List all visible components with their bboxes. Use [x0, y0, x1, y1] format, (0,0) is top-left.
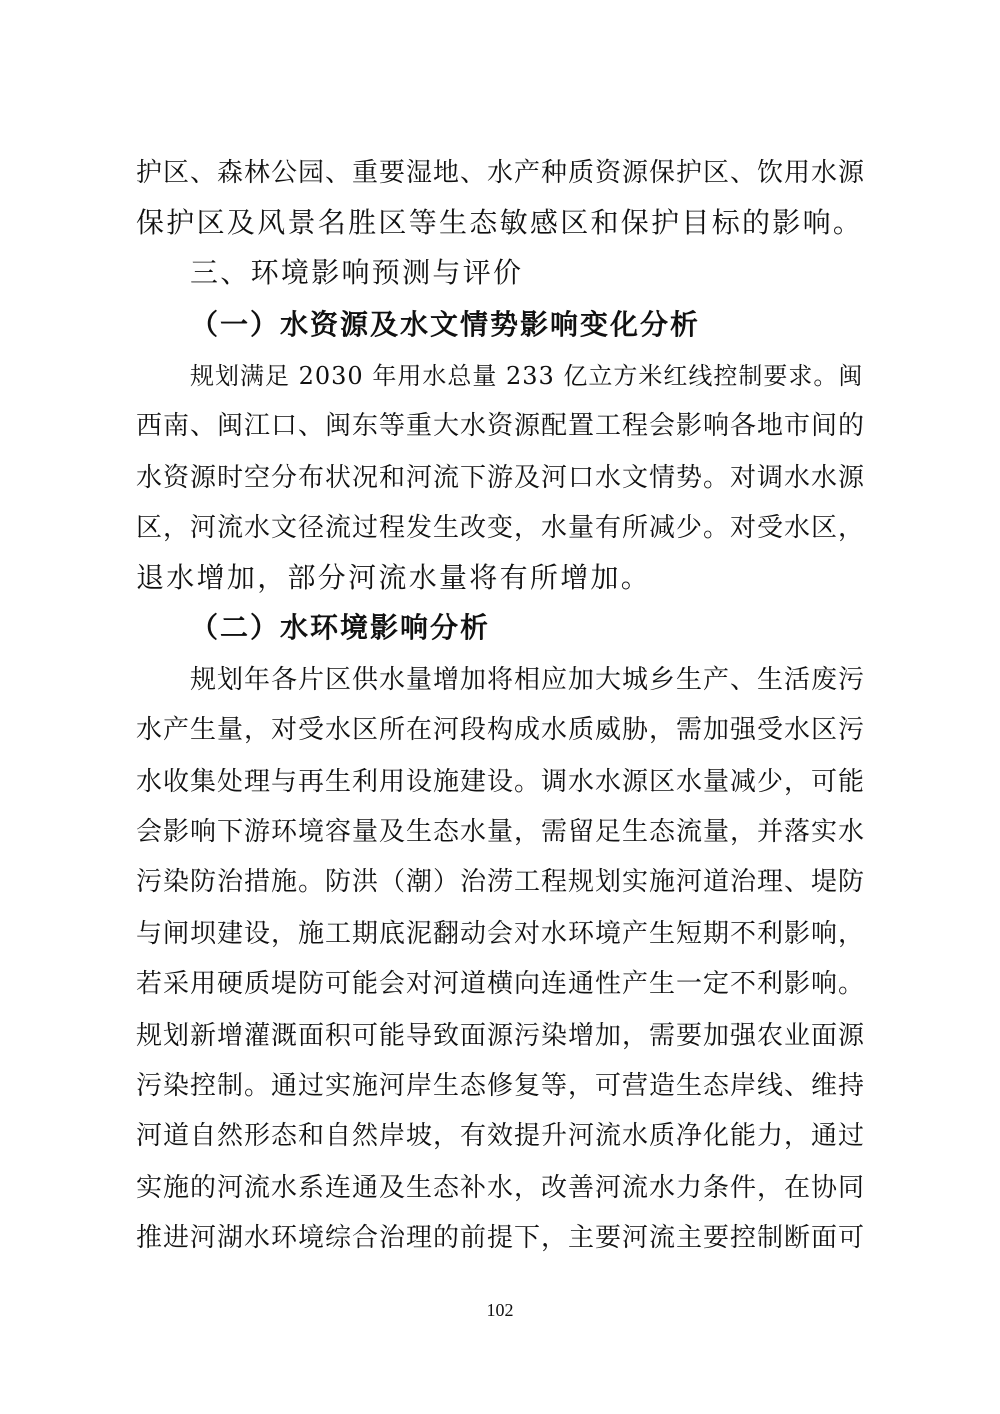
body-text-line: 区，河流水文径流过程发生改变，水量有所减少。对受水区， [136, 513, 866, 543]
section-heading: 三、环境影响预测与评价 [190, 256, 524, 289]
body-text-line: 退水增加，部分河流水量将有所增加。 [136, 561, 652, 594]
body-text-line: 若采用硬质堤防可能会对河道横向连通性产生一定不利影响。 [136, 969, 866, 999]
paragraph-first-line: 规划年各片区供水量增加将相应加大城乡生产、生活废污 [190, 665, 866, 695]
body-text-line: 规划新增灌溉面积可能导致面源污染增加，需要加强农业面源 [136, 1021, 866, 1051]
body-text-line: 水产生量，对受水区所在河段构成水质威胁，需加强受水区污 [136, 715, 866, 745]
subsection-heading: （二）水环境影响分析 [190, 611, 491, 644]
body-text-line: 河道自然形态和自然岸坡，有效提升河流水质净化能力，通过 [136, 1121, 866, 1151]
body-text-line: 护区、森林公园、重要湿地、水产种质资源保护区、饮用水源 [136, 158, 866, 188]
paragraph-first-line: 规划满足 2030 年用水总量 233 亿立方米红线控制要求。闽 [190, 362, 864, 390]
subsection-heading: （一）水资源及水文情势影响变化分析 [190, 308, 701, 341]
body-text-line: 实施的河流水系连通及生态补水，改善河流水力条件，在协同 [136, 1173, 866, 1203]
body-text-line: 西南、闽江口、闽东等重大水资源配置工程会影响各地市间的 [136, 411, 866, 441]
body-text-line: 与闸坝建设，施工期底泥翻动会对水环境产生短期不利影响， [136, 919, 866, 949]
body-text-line: 推进河湖水环境综合治理的前提下，主要河流主要控制断面可 [136, 1223, 866, 1253]
body-text-line: 水收集处理与再生利用设施建设。调水水源区水量减少，可能 [136, 767, 866, 797]
body-text-line: 污染防治措施。防洪（潮）治涝工程规划实施河道治理、堤防 [136, 867, 866, 897]
body-text-line: 污染控制。通过实施河岸生态修复等，可营造生态岸线、维持 [136, 1071, 866, 1101]
body-text-line: 水资源时空分布状况和河流下游及河口水文情势。对调水水源 [136, 463, 866, 493]
body-text-line: 保护区及风景名胜区等生态敏感区和保护目标的影响。 [136, 206, 864, 239]
page-number: 102 [486, 1300, 514, 1320]
body-text-line: 会影响下游环境容量及生态水量，需留足生态流量，并落实水 [136, 817, 866, 847]
